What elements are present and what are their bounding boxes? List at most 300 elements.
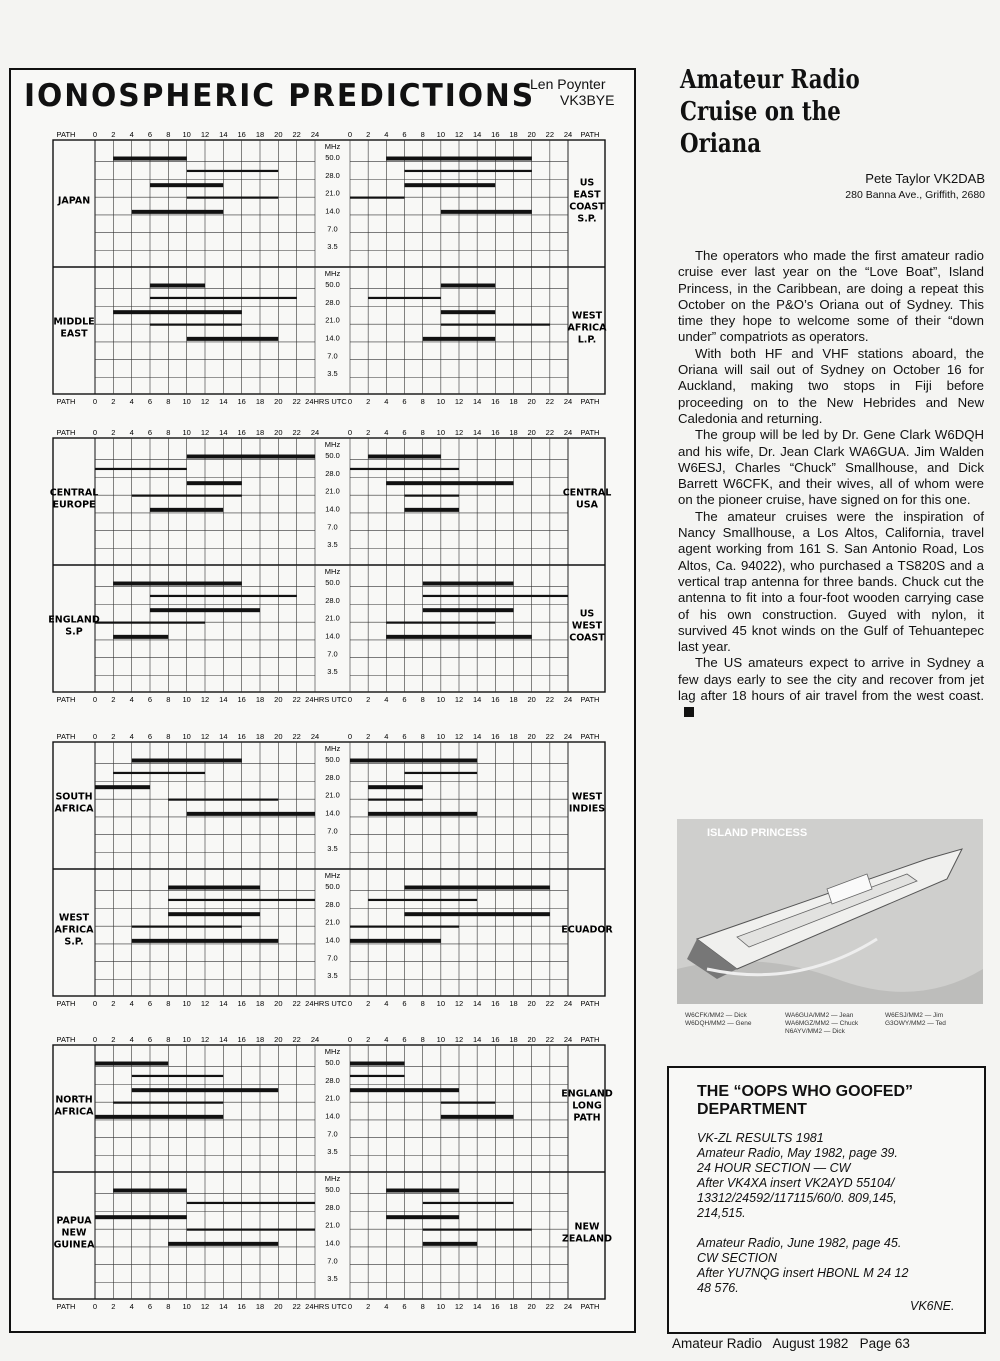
prediction-bar: [187, 1229, 315, 1231]
prediction-bar: [168, 886, 260, 890]
article-paragraph: The operators who made the first amateur radio cruise ever last year on the “Love Boat”, Island Princess, in the Caribbean, are doing a repeat this October on the P&O’s Oriana out of Sydney. This time they hope to welcome some of their “down under” compatriots as operators.: [678, 248, 984, 345]
hour-tick-label: 2: [111, 1302, 116, 1311]
hour-tick-label: 2: [111, 428, 116, 437]
hour-tick-label: 8: [420, 130, 425, 139]
prediction-bar: [187, 170, 279, 172]
prediction-bar: [368, 297, 441, 299]
prediction-bar: [386, 1215, 459, 1219]
hour-tick-label: 4: [129, 732, 134, 741]
axis-path-label: PATH: [56, 695, 76, 704]
hour-tick-label: 14: [219, 732, 228, 741]
hour-tick-label: 18: [255, 1302, 265, 1311]
hour-tick-label: 14: [472, 1035, 482, 1044]
region-label-left: S.P: [65, 626, 83, 638]
hour-tick-label: 18: [509, 1302, 518, 1311]
hour-tick-label: 18: [509, 428, 518, 437]
hour-tick-label: 2: [111, 695, 116, 704]
hour-tick-label: 10: [436, 428, 446, 437]
prediction-bar: [441, 210, 532, 214]
frequency-label: 7.0: [327, 826, 338, 836]
frequency-label: 50.0: [325, 1058, 340, 1068]
axis-path-label: PATH: [580, 1035, 600, 1044]
hour-tick-label: 6: [402, 999, 407, 1008]
hour-tick-label: 6: [402, 1035, 407, 1044]
frequency-label: 28.0: [325, 1075, 340, 1085]
hour-tick-label: 14: [472, 397, 482, 406]
hour-tick-label: 14: [472, 695, 482, 704]
hour-tick-label: 12: [200, 130, 210, 139]
hour-tick-label: 8: [420, 1302, 425, 1311]
utc-label: 24HRS UTC: [305, 695, 347, 704]
hour-tick-label: 8: [166, 732, 171, 741]
prediction-bar: [368, 455, 441, 459]
frequency-label: 50.0: [325, 578, 340, 588]
hour-tick-label: 8: [420, 695, 425, 704]
prediction-bar: [441, 1102, 496, 1104]
article-paragraph: The group will be led by Dr. Gene Clark W6DQH and his wife, Dr. Jean Clark WA6GUA. Jim Walden W6ESJ, Charles “Chuck” Smallhouse, and Dick Barrett W6CFK, and their wives, all of whom were on the pioneer cruise, have signed on for this one.: [678, 427, 984, 508]
region-label-right: ZEALAND: [562, 1233, 612, 1245]
author-name: Len Poynter: [530, 76, 606, 92]
region-label-right: WEST: [571, 620, 603, 632]
hour-tick-label: 8: [420, 732, 425, 741]
hour-tick-label: 16: [491, 999, 500, 1008]
hour-tick-label: 14: [472, 999, 482, 1008]
hour-tick-label: 4: [384, 130, 389, 139]
article-byline: Pete Taylor VK2DAB: [865, 171, 985, 186]
prediction-bar: [150, 297, 297, 299]
ship-photo: [677, 819, 983, 1004]
oops-signature: VK6NE.: [910, 1299, 955, 1313]
hour-tick-label: 8: [166, 130, 171, 139]
hour-tick-label: 8: [166, 695, 171, 704]
hour-tick-label: 22: [545, 1302, 555, 1311]
frequency-label: 50.0: [325, 1185, 340, 1195]
hour-tick-label: 10: [182, 732, 191, 741]
hour-tick-label: 8: [166, 397, 171, 406]
frequency-label: 7.0: [327, 224, 338, 234]
hour-tick-label: 22: [292, 397, 301, 406]
hour-tick-label: 10: [182, 695, 191, 704]
prediction-bar: [350, 1088, 459, 1092]
hour-tick-label: 10: [436, 1302, 446, 1311]
region-label-right: ECUADOR: [561, 924, 613, 936]
oops-line: After YU7NQG insert HBONL M 24 12: [697, 1266, 909, 1280]
hour-tick-label: 2: [366, 1035, 371, 1044]
oops-line: 24 HOUR SECTION — CW: [697, 1161, 851, 1175]
prediction-bar: [441, 310, 496, 314]
oops-line: After VK4XA insert VK2AYD 55104/: [697, 1176, 895, 1190]
oops-line: 214,515.: [697, 1206, 746, 1220]
prediction-bar: [368, 899, 477, 901]
prediction-bar: [113, 157, 186, 161]
region-label-left: ENGLAND: [48, 614, 100, 626]
hour-tick-label: 8: [166, 428, 171, 437]
hour-tick-label: 2: [366, 428, 371, 437]
hour-tick-label: 10: [182, 999, 191, 1008]
prediction-bar: [168, 899, 315, 901]
hour-tick-label: 12: [200, 695, 210, 704]
frequency-label: 14.0: [325, 1111, 340, 1121]
hour-tick-label: 20: [527, 130, 536, 139]
hour-tick-label: 12: [200, 397, 210, 406]
frequency-label: 28.0: [325, 1202, 340, 1212]
prediction-bar: [150, 284, 205, 288]
frequency-label: 7.0: [327, 522, 338, 532]
prediction-bar: [386, 157, 531, 161]
hour-tick-label: 16: [491, 397, 500, 406]
prediction-bar: [405, 912, 550, 916]
article-paragraph: The amateur cruises were the inspiration of Nancy Smallhouse, a Los Altos, California, travel agent working from 161 S. San Antonio Road, Los Altos, Ca. 94022), who purchased a TS820S and a vertical trap antenna for three bands. Chuck cut the antenna to fit into a four-foot wooden carrying case of his own construction. Guyed with nylon, it survived 45 knot winds on the Gulf of Tehuantepec last year.: [678, 508, 984, 655]
axis-path-label: PATH: [580, 397, 600, 406]
hour-tick-label: 8: [420, 397, 425, 406]
region-label-left: S.P.: [64, 936, 84, 948]
region-label-right: US: [579, 608, 595, 620]
prediction-bar: [187, 197, 279, 199]
hour-tick-label: 10: [182, 1302, 191, 1311]
oops-line: 48 576.: [697, 1281, 739, 1295]
hour-tick-label: 12: [454, 1035, 464, 1044]
prediction-bar: [423, 582, 514, 586]
prediction-bar: [132, 926, 242, 928]
hour-tick-label: 6: [402, 428, 407, 437]
hour-tick-label: 16: [237, 1035, 246, 1044]
hour-tick-label: 4: [129, 130, 134, 139]
hour-tick-label: 14: [219, 1035, 228, 1044]
frequency-label: 3.5: [327, 1147, 338, 1157]
hour-tick-label: 10: [182, 397, 191, 406]
region-label-left: NEW: [61, 1227, 87, 1239]
hour-tick-label: 14: [219, 130, 228, 139]
hour-tick-label: 14: [472, 1302, 482, 1311]
oops-title: [697, 1083, 913, 1119]
mhz-unit-label: MHz: [324, 440, 341, 449]
hour-tick-label: 16: [237, 1302, 246, 1311]
caption-entry: [685, 1028, 785, 1035]
region-label-left: GUINEA: [53, 1239, 95, 1251]
hour-tick-label: 6: [147, 428, 153, 437]
hour-tick-label: 24: [563, 1035, 573, 1044]
prediction-bar: [187, 481, 242, 485]
hour-tick-label: 10: [436, 999, 446, 1008]
oops-block: [697, 1236, 967, 1296]
hour-tick-label: 6: [402, 1302, 407, 1311]
region-label-left: SOUTH: [55, 791, 93, 803]
frequency-label: 50.0: [325, 280, 340, 290]
prediction-bar: [441, 284, 496, 288]
hour-tick-label: 8: [166, 1302, 171, 1311]
hour-tick-label: 20: [527, 695, 536, 704]
hour-tick-label: 8: [420, 999, 425, 1008]
prediction-bar: [113, 582, 241, 586]
hour-tick-label: 22: [292, 695, 301, 704]
hour-tick-label: 24: [310, 1035, 320, 1044]
hour-tick-label: 16: [491, 732, 500, 741]
frequency-label: 3.5: [327, 971, 338, 981]
frequency-label: 3.5: [327, 242, 338, 252]
frequency-label: 21.0: [325, 790, 340, 800]
oops-line: CW SECTION: [697, 1251, 777, 1265]
hour-tick-label: 18: [255, 999, 265, 1008]
hour-tick-label: 18: [255, 1035, 265, 1044]
caption-entry: G3OWY/MM2 — Ted: [885, 1020, 946, 1027]
hour-tick-label: 20: [274, 732, 283, 741]
hour-tick-label: 6: [147, 1035, 153, 1044]
prediction-bar: [95, 785, 150, 789]
hour-tick-label: 18: [509, 695, 518, 704]
utc-label: 24HRS UTC: [305, 1302, 347, 1311]
region-label-left: EAST: [60, 328, 88, 340]
prediction-bar: [95, 1115, 223, 1119]
hour-tick-label: 12: [200, 732, 210, 741]
hour-tick-label: 22: [545, 999, 555, 1008]
mhz-unit-label: MHz: [324, 1174, 341, 1183]
oops-title-line: THE “OOPS WHO GOOFED”: [697, 1083, 914, 1100]
prediction-bar: [132, 495, 242, 497]
hour-tick-label: 16: [491, 1035, 500, 1044]
article-paragraph: With both HF and VHF stations aboard, the Oriana will sail out of Sydney on October 16 for Auckland, making two stops in Fiji before proceeding on to the New Hebrides and New Caledonia and returning.: [678, 345, 984, 426]
frequency-label: 21.0: [325, 486, 340, 496]
region-label-left: JAPAN: [57, 195, 91, 207]
prediction-bar: [350, 926, 459, 928]
hour-tick-label: 6: [402, 695, 407, 704]
hour-tick-label: 10: [436, 732, 446, 741]
hour-tick-label: 12: [454, 397, 464, 406]
axis-path-label: PATH: [580, 1302, 600, 1311]
hour-tick-label: 22: [292, 732, 301, 741]
axis-path-label: PATH: [580, 695, 600, 704]
prediction-bar: [350, 468, 459, 470]
hour-tick-label: 14: [219, 999, 228, 1008]
page-footer: Amateur Radio August 1982 Page 63: [672, 1336, 910, 1351]
hour-tick-label: 0: [347, 428, 353, 437]
hour-tick-label: 16: [237, 397, 246, 406]
frequency-label: 50.0: [325, 451, 340, 461]
frequency-label: 7.0: [327, 1129, 338, 1139]
hour-tick-label: 2: [366, 999, 371, 1008]
hour-tick-label: 0: [92, 1302, 98, 1311]
hour-tick-label: 18: [255, 397, 265, 406]
article-body: [678, 248, 984, 721]
hour-tick-label: 22: [292, 1302, 301, 1311]
end-mark-icon: [684, 707, 694, 717]
frequency-label: 3.5: [327, 667, 338, 677]
axis-path-label: PATH: [56, 1035, 76, 1044]
axis-path-label: PATH: [56, 428, 76, 437]
prediction-bar: [113, 310, 241, 314]
hour-tick-label: 22: [545, 732, 555, 741]
frequency-label: 28.0: [325, 468, 340, 478]
hour-tick-label: 4: [384, 695, 389, 704]
frequency-label: 28.0: [325, 772, 340, 782]
prediction-bar: [132, 939, 279, 943]
hour-tick-label: 8: [420, 428, 425, 437]
oops-line: VK-ZL RESULTS 1981: [697, 1131, 824, 1145]
hour-tick-label: 0: [347, 397, 353, 406]
hour-tick-label: 12: [200, 999, 210, 1008]
frequency-label: 28.0: [325, 297, 340, 307]
frequency-label: 14.0: [325, 935, 340, 945]
axis-path-label: PATH: [56, 732, 76, 741]
axis-path-label: PATH: [580, 428, 600, 437]
region-label-right: EAST: [573, 189, 601, 201]
prediction-bar: [405, 772, 478, 774]
frequency-label: 21.0: [325, 188, 340, 198]
article-paragraph: [678, 655, 984, 720]
hour-tick-label: 4: [384, 428, 389, 437]
frequency-label: 14.0: [325, 1238, 340, 1248]
prediction-bar: [95, 622, 205, 624]
prediction-bar: [386, 1189, 459, 1193]
hour-tick-label: 20: [527, 1035, 536, 1044]
frequency-label: 7.0: [327, 351, 338, 361]
oops-line: 13312/24592/117115/60/0. 809,145,: [697, 1191, 897, 1205]
hour-tick-label: 24: [563, 695, 573, 704]
prediction-bar: [405, 886, 550, 890]
region-label-left: AFRICA: [54, 803, 94, 815]
hour-tick-label: 4: [384, 1035, 389, 1044]
hour-tick-label: 12: [454, 695, 464, 704]
hour-tick-label: 2: [111, 999, 116, 1008]
prediction-bar: [368, 812, 477, 816]
prediction-bar: [441, 324, 550, 326]
hour-tick-label: 18: [509, 999, 518, 1008]
hour-tick-label: 20: [527, 999, 536, 1008]
hour-tick-label: 6: [147, 130, 153, 139]
hour-tick-label: 14: [219, 397, 228, 406]
prediction-bar: [150, 608, 260, 612]
axis-path-label: PATH: [580, 130, 600, 139]
prediction-bar: [187, 337, 279, 341]
mhz-unit-label: MHz: [324, 142, 341, 151]
hour-tick-label: 16: [237, 130, 246, 139]
hour-tick-label: 20: [274, 695, 283, 704]
hour-tick-label: 6: [147, 999, 153, 1008]
prediction-bar: [132, 210, 224, 214]
region-label-right: INDIES: [568, 803, 606, 815]
hour-tick-label: 6: [402, 130, 407, 139]
region-label-left: CENTRAL: [49, 487, 99, 499]
hour-tick-label: 16: [237, 428, 246, 437]
frequency-label: 7.0: [327, 1256, 338, 1266]
hour-tick-label: 22: [545, 397, 555, 406]
hour-tick-label: 24: [563, 130, 573, 139]
prediction-bar: [132, 1088, 279, 1092]
hour-tick-label: 18: [255, 428, 265, 437]
frequency-label: 21.0: [325, 917, 340, 927]
hour-tick-label: 4: [129, 428, 134, 437]
frequency-label: 50.0: [325, 153, 340, 163]
region-label-right: AFRICA: [567, 322, 607, 334]
hour-tick-label: 10: [182, 428, 191, 437]
hour-tick-label: 24: [563, 428, 573, 437]
hour-tick-label: 20: [527, 1302, 536, 1311]
hour-tick-label: 24: [563, 999, 573, 1008]
prediction-bar: [150, 183, 223, 187]
hour-tick-label: 20: [527, 732, 536, 741]
frequency-label: 7.0: [327, 953, 338, 963]
axis-path-label: PATH: [56, 130, 76, 139]
hour-tick-label: 20: [274, 1302, 283, 1311]
photo-caption: [685, 1012, 985, 1035]
hour-tick-label: 8: [166, 1035, 171, 1044]
region-label-left: MIDDLE: [53, 316, 95, 328]
author-callsign: VK3BYE: [560, 92, 615, 108]
frequency-label: 21.0: [325, 315, 340, 325]
region-label-right: USA: [576, 499, 598, 511]
prediction-bar: [386, 635, 531, 639]
hour-tick-label: 14: [472, 428, 482, 437]
prediction-bar: [405, 170, 532, 172]
article-title: Amateur Radio Cruise on the Oriana: [680, 65, 860, 159]
prediction-bar: [168, 912, 260, 916]
axis-path-label: PATH: [56, 999, 76, 1008]
prediction-bar: [95, 1215, 187, 1219]
hour-tick-label: 2: [111, 1035, 116, 1044]
hour-tick-label: 4: [129, 1035, 134, 1044]
page-title: IONOSPHERIC PREDICTIONS: [24, 78, 536, 114]
hour-tick-label: 10: [182, 130, 191, 139]
hour-tick-label: 2: [111, 732, 116, 741]
prediction-bar: [386, 622, 495, 624]
prediction-bar: [168, 799, 278, 801]
hour-tick-label: 16: [237, 695, 246, 704]
prediction-bar: [95, 1062, 168, 1066]
region-label-right: ENGLAND: [561, 1088, 613, 1100]
hour-tick-label: 22: [292, 428, 301, 437]
hour-tick-label: 4: [384, 1302, 389, 1311]
prediction-bar: [405, 508, 460, 512]
frequency-label: 3.5: [327, 540, 338, 550]
prediction-bar: [423, 337, 496, 341]
hour-tick-label: 14: [472, 130, 482, 139]
hour-tick-label: 0: [92, 428, 98, 437]
prediction-bar: [113, 635, 168, 639]
caption-entry: WA6GUA/MM2 — Jean: [785, 1012, 854, 1019]
caption-entry: W6CFK/MM2 — Dick: [685, 1012, 747, 1019]
hour-tick-label: 6: [147, 1302, 153, 1311]
hour-tick-label: 22: [292, 130, 301, 139]
hour-tick-label: 24: [310, 130, 320, 139]
hour-tick-label: 0: [347, 1302, 353, 1311]
hour-tick-label: 2: [366, 1302, 371, 1311]
hour-tick-label: 0: [92, 397, 98, 406]
frequency-label: 50.0: [325, 882, 340, 892]
caption-entry: W6DQH/MM2 — Gene: [685, 1020, 752, 1027]
hour-tick-label: 0: [92, 1035, 98, 1044]
hour-tick-label: 14: [219, 695, 228, 704]
hour-tick-label: 24: [563, 397, 573, 406]
mhz-unit-label: MHz: [324, 269, 341, 278]
frequency-label: 14.0: [325, 333, 340, 343]
caption-entry: N6AYV/MM2 — Dick: [785, 1028, 845, 1035]
hour-tick-label: 22: [545, 130, 555, 139]
hour-tick-label: 20: [274, 1035, 283, 1044]
prediction-bar: [423, 1202, 514, 1204]
axis-path-label: PATH: [580, 999, 600, 1008]
prediction-bar: [423, 1229, 532, 1231]
axis-path-label: PATH: [56, 1302, 76, 1311]
frequency-label: 7.0: [327, 649, 338, 659]
hour-tick-label: 0: [347, 732, 353, 741]
region-label-left: AFRICA: [54, 1106, 94, 1118]
hour-tick-label: 16: [237, 999, 246, 1008]
prediction-bar: [350, 1062, 405, 1066]
hour-tick-label: 2: [366, 695, 371, 704]
frequency-label: 21.0: [325, 1093, 340, 1103]
hour-tick-label: 20: [274, 130, 283, 139]
hour-tick-label: 22: [545, 1035, 555, 1044]
hour-tick-label: 6: [147, 397, 153, 406]
